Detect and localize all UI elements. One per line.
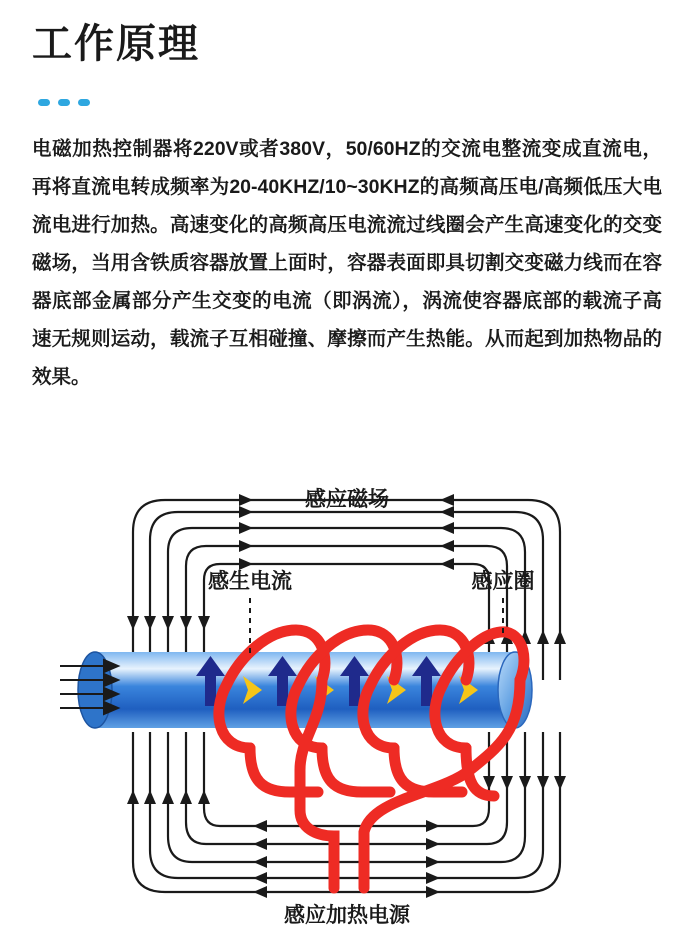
dot-1: [38, 99, 50, 106]
field-arrowheads-upper: [127, 494, 566, 644]
label-induction-coil: 感应圈: [471, 570, 535, 593]
dot-3: [78, 99, 90, 106]
label-backdrops: [282, 488, 412, 512]
dot-2: [58, 99, 70, 106]
page-title: 工作原理: [32, 22, 200, 66]
principle-paragraph: 电磁加热控制器将220V或者380V，50/60HZ的交流电整流变成直流电，再将直流电转成频率为20-40KHZ/10~30KHZ的高频高压电/高频低压大电流电进行加热。高速变化的高频高压电流流过线圈会产生高速变化的交变磁场，当用含铁质容器放置上面时，容器表面即具切割交变磁力线而在容器底部金属部分产生交变的电流（即涡流），涡流使容器底部的载流子高速无规则运动，载流子互相碰撞、摩擦而产生热能。从而起到加热物品的效果。: [32, 138, 662, 388]
label-magnetic-field: 感应磁场: [305, 488, 389, 511]
label-induced-current: 感生电流: [208, 570, 292, 593]
induction-heating-diagram: [0, 480, 694, 932]
label-power-supply: 感应加热电源: [284, 904, 410, 927]
field-lines-lower: [133, 732, 560, 892]
decorative-dots: [38, 99, 90, 106]
